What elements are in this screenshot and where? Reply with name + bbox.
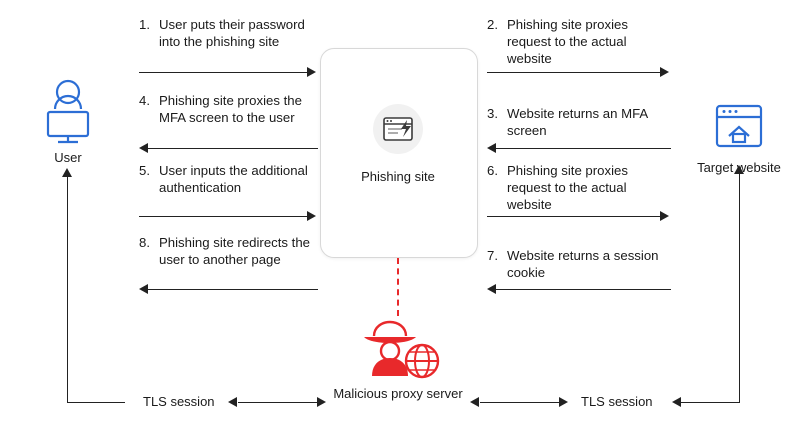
user-riser-arrowhead xyxy=(62,168,72,177)
step-4-label: Phishing site proxies the MFA screen to the user xyxy=(159,93,302,125)
step-7-label: Website returns a session cookie xyxy=(507,248,659,280)
target-riser-arrowhead xyxy=(734,165,744,174)
arrow-step-2 xyxy=(487,72,672,73)
step-8-number: 8. xyxy=(139,235,150,250)
step-2-number: 2. xyxy=(487,17,498,32)
node-target-label: Target website xyxy=(697,160,781,175)
step-5-text xyxy=(139,162,314,196)
node-malicious-proxy xyxy=(330,318,466,401)
step-7-number: 7. xyxy=(487,248,498,263)
user-monitor-icon xyxy=(22,78,114,146)
step-2-text xyxy=(487,16,667,67)
node-proxy-label: Malicious proxy server xyxy=(333,386,463,401)
step-1-label: User puts their password into the phishing site xyxy=(159,17,305,49)
step-7-text xyxy=(487,247,667,281)
step-1-number: 1. xyxy=(139,17,150,32)
step-8-text xyxy=(139,234,317,268)
tls-session-right-label: TLS session xyxy=(581,394,653,409)
step-3-number: 3. xyxy=(487,106,498,121)
step-3-text xyxy=(487,105,667,139)
target-bottom-riser xyxy=(739,172,740,403)
step-4-number: 4. xyxy=(139,93,150,108)
step-1-text xyxy=(139,16,314,50)
user-bottom-riser xyxy=(67,175,68,403)
step-6-number: 6. xyxy=(487,163,498,178)
hacker-globe-icon xyxy=(330,318,466,382)
step-6-text xyxy=(487,162,667,213)
user-bottom-horizontal xyxy=(67,402,125,403)
step-4-text xyxy=(139,92,314,126)
node-user-label: User xyxy=(54,150,82,165)
step-5-number: 5. xyxy=(139,163,150,178)
phishing-site-label: Phishing site xyxy=(361,169,435,184)
arrow-step-6 xyxy=(487,216,672,217)
step-5-label: User inputs the additional authentication xyxy=(159,163,308,195)
browser-window-home-icon xyxy=(684,100,794,156)
tls-session-left-label: TLS session xyxy=(143,394,215,409)
arrow-step-5 xyxy=(139,216,319,217)
arrow-step-1 xyxy=(139,72,319,73)
proxy-dashed-connector xyxy=(397,258,399,316)
step-6-label: Phishing site proxies request to the actual website xyxy=(507,163,628,212)
step-8-label: Phishing site redirects the user to another page xyxy=(159,235,310,267)
target-bottom-arrowhead xyxy=(672,397,681,407)
node-user xyxy=(22,78,114,165)
step-2-label: Phishing site proxies request to the actual website xyxy=(507,17,628,66)
target-bottom-horizontal xyxy=(681,402,739,403)
browser-window-lightning-icon xyxy=(362,100,434,158)
step-3-label: Website returns an MFA screen xyxy=(507,106,648,138)
node-target-website xyxy=(684,100,794,175)
